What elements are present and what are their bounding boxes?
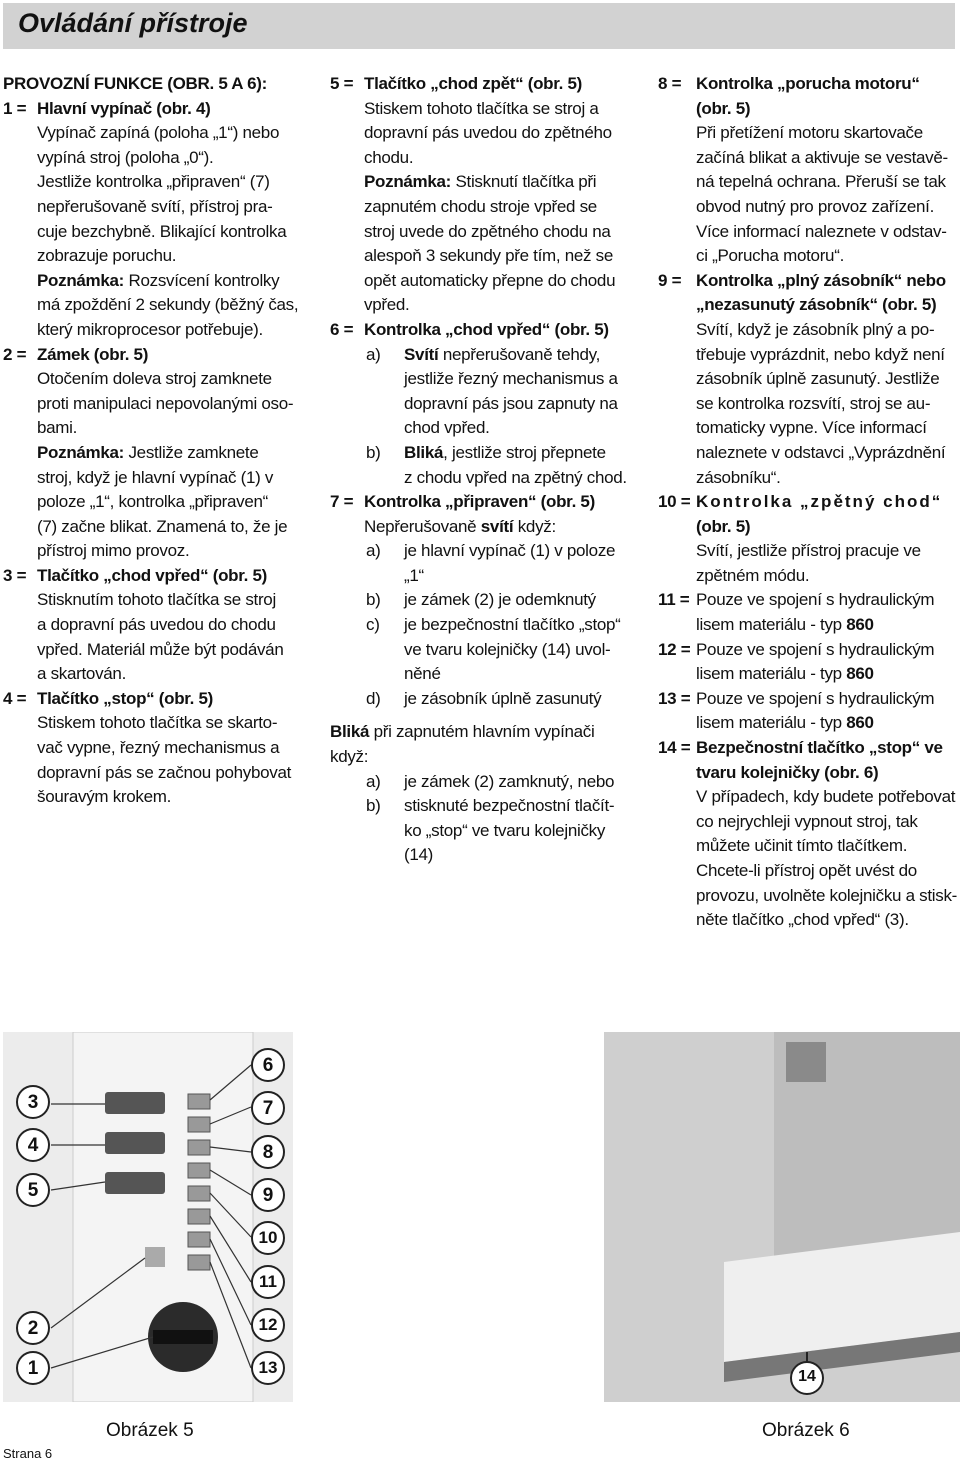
- note: Poznámka: Jestliže zamknete: [37, 442, 259, 462]
- item-5: 5 = Tlačítko „chod zpět“ (obr. 5) Stiskem tohoto tlačítka se stroj a dopravní pás uvedou do zpětného chodu. Poznámka: Stisknutí tlačítka při zapnutém chodu stroje vpřed se stroj uvede do zpětného chodu na alespoň 3 sekundy pře tím, než se opět automaticky přepne do chodu vpřed.: [330, 72, 630, 318]
- sub-item-7a: a) je hlavní vypínač (1) v poloze „1“: [366, 541, 616, 585]
- item-10: 10 = Kontrolka „zpětný chod“ (obr. 5) Svítí, jestliže přístroj pracuje ve zpětném módu.: [658, 492, 943, 585]
- item-12: 12 = Pouze ve spojení s hydraulickým lisem materiálu - typ 860: [658, 639, 935, 684]
- label-12: 12: [258, 1315, 278, 1334]
- item-6: 6 = Kontrolka „chod vpřed“ (obr. 5): [330, 319, 609, 339]
- column-1: [3, 72, 308, 810]
- label-10: 10: [258, 1228, 278, 1247]
- column-2: 5 = Tlačítko „chod zpět“ (obr. 5) Stiskem tohoto tlačítka se stroj a dopravní pás uvedou do zpětného chodu. Poznámka: Stisknutí tlačítka při zapnutém chodu stroje vpřed se stroj uvede do zpětného chodu na alespoň 3 sekundy pře tím, než se opět automaticky přepne do chodu vpřed. 6 = Kontrolka „chod vpřed“ (obr. 5) a) Svítí nepřerušovaně tehdy, jestliže řezný mechanismus a dopravní pás jsou zapnuty na chod vpřed. b) Bliká, jestliže stroj přepnete z chodu vpřed na zpětný chod. 7 = Kontrolka „připraven“ (obr. 5) Nepřerušovaně svítí když: a) je hlavní vypínač (1) v poloze „1“ b) je zámek (2) je odemknutý c) je bezpečnostní tlačítko „stop“ ve tvaru kolejničky (14) uvol- něné d) je zásobník úplně zasunutý Bliká při zapnutém hlavním vypínači když: a) je zámek (2) zamknutý, nebo b) stisknuté bezpečnostní tlačít- ko „stop“ ve tvaru kolejničky (14): [330, 72, 630, 868]
- page-title: Ovládání přístroje: [18, 8, 248, 38]
- item-14: 14 = Bezpečnostní tlačítko „stop“ ve tvaru kolejničky (obr. 6) V případech, kdy budete potřebovat co nejrychleji vypnout stroj, tak můžete učinit tímto tlačítkem. Chcete-li přístroj opět uvést do provozu, uvolněte kolejničku a stisk- něte tlačítko „chod vpřed“ (3).: [658, 738, 958, 930]
- label-2: 2: [27, 1318, 39, 1339]
- label-14: 14: [798, 1368, 816, 1385]
- label-5: 5: [27, 1180, 39, 1201]
- sub-item-6b: b) Bliká, jestliže stroj přepnete z chodu vpřed na zpětný chod.: [366, 442, 627, 487]
- item-11: 11 = Pouze ve spojení s hydraulickým lisem materiálu - typ 860: [658, 590, 935, 635]
- blink-sub-a: a) je zámek (2) zamknutý, nebo: [366, 771, 615, 791]
- control-panel-illustration: [3, 1032, 293, 1402]
- sub-item-7b: b) je zámek (2) je odemknutý: [366, 590, 596, 610]
- column-3: [658, 72, 958, 933]
- label-6: 6: [262, 1055, 274, 1076]
- sub-item-6a: a) Svítí nepřerušovaně tehdy, jestliže řezný mechanismus a dopravní pás jsou zapnuty na chod vpřed.: [366, 344, 618, 438]
- blink-sub-b: b) stisknuté bezpečnostní tlačít- ko „stop“ ve tvaru kolejničky (14): [366, 796, 615, 865]
- item-3: 3 = Tlačítko „chod vpřed“ (obr. 5) Stisknutím tohoto tlačítka se stroj a dopravní pás uvedou do chodu vpřed. Materiál může být podáván a skartován.: [3, 565, 284, 684]
- page-number: Strana 6: [3, 1446, 53, 1461]
- sub-item-7d: d) je zásobník úplně zasunutý: [366, 688, 602, 708]
- blink-paragraph: Bliká při zapnutém hlavním vypínači: [330, 722, 595, 742]
- reverse-button-graphic: [105, 1172, 165, 1194]
- caption-figure-5: Obrázek 5: [106, 1420, 194, 1441]
- label-9: 9: [262, 1185, 274, 1206]
- item-4: 4 = Tlačítko „stop“ (obr. 5) Stiskem tohoto tlačítka se skarto- vač vypne, řezný mechanismus a dopravní pás se začnou pohybovat šouravým krokem.: [3, 688, 292, 807]
- label-7: 7: [262, 1098, 274, 1119]
- note: Poznámka: Rozsvícení kontrolky: [37, 270, 280, 290]
- section-heading: PROVOZNÍ FUNKCE (OBR. 5 A 6):: [3, 74, 267, 93]
- label-3: 3: [27, 1092, 39, 1113]
- note: Poznámka: Stisknutí tlačítka při: [364, 172, 597, 192]
- figure-5-control-panel: [3, 1032, 293, 1402]
- item-2: 2 = Zámek (obr. 5) Otočením doleva stroj zamknete proti manipulaci nepovolanými oso- bami. Poznámka: Jestliže zamknete stroj, když je hlavní vypínač (1) v poloze „1“, kontrolka „připraven“ (7) začne blikat. Znamená to, že je přístroj mimo provoz.: [3, 343, 308, 564]
- sub-item-7c: c) je bezpečnostní tlačítko „stop“ ve tvaru kolejničky (14) uvol- něné: [366, 615, 621, 684]
- item-1: 1 = Hlavní vypínač (obr. 4) Vypínač zapíná (poloha „1“) nebo vypíná stroj (poloha „0“). Jestliže kontrolka „připraven“ (7) nepřerušovaně svítí, přístroj pra- cuje bezchybně. Blikající kontrolka zobrazuje poruchu. Poznámka: Rozsvícení kontrolky má zpoždění 2 sekundy (běžný čas, který mikroprocesor potřebuje).: [3, 97, 308, 343]
- label-1: 1: [27, 1358, 39, 1379]
- shredder-photo-illustration: [604, 1032, 960, 1402]
- item-13: 13 = Pouze ve spojení s hydraulickým lisem materiálu - typ 860: [658, 688, 935, 733]
- label-8: 8: [262, 1142, 274, 1163]
- label-13: 13: [258, 1358, 278, 1377]
- page-header: [3, 3, 955, 49]
- forward-button-graphic: [105, 1092, 165, 1114]
- figure-6-stop-rail: [604, 1032, 960, 1402]
- item-9: 9 = Kontrolka „plný zásobník“ nebo „nezasunutý zásobník“ (obr. 5) Svítí, když je zásobník plný a po- třebuje vyprázdnit, nebo když není zásobník úplně zasunutý. Jestliže se kontrolka rozsvítí, stroj se au- tomaticky vypne. Více informací naleznete v odstavci „Vyprázdnění zásobníku“.: [658, 270, 946, 487]
- item-7: 7 = Kontrolka „připraven“ (obr. 5) Nepřerušovaně svítí když:: [330, 492, 595, 536]
- item-8: 8 = Kontrolka „porucha motoru“ (obr. 5) Při přetížení motoru skartovače začíná blikat a aktivuje se vestavě- ná tepelná ochrana. Přeruší se tak obvod nutný pro provoz zařízení. Více informací naleznete v odstav- ci „Porucha motoru“.: [658, 74, 948, 266]
- caption-figure-6: Obrázek 6: [762, 1420, 850, 1441]
- label-4: 4: [27, 1135, 39, 1156]
- stop-button-graphic: [105, 1132, 165, 1154]
- label-11: 11: [259, 1272, 277, 1291]
